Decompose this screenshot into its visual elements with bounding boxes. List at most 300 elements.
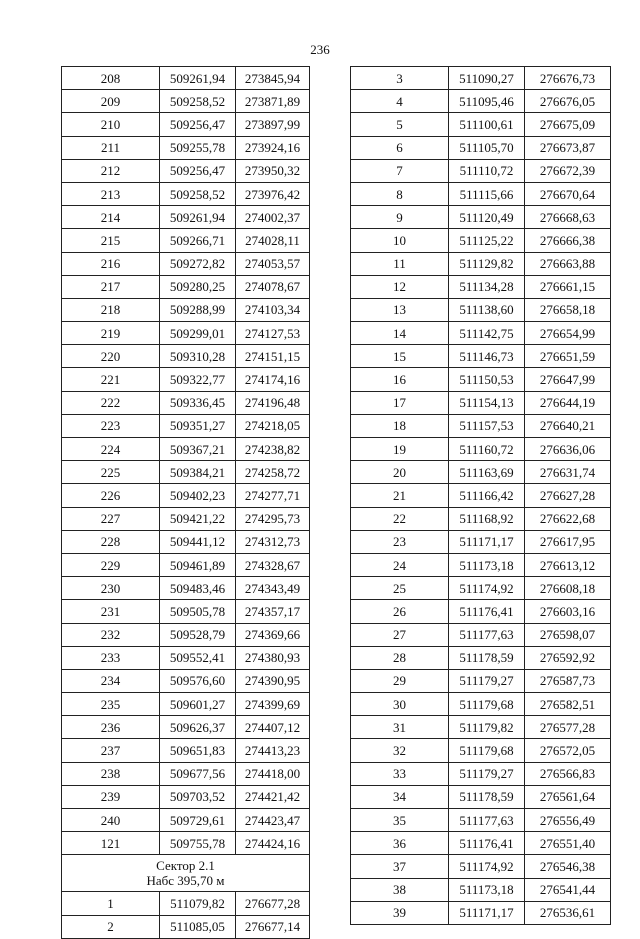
coordinate-x: 511125,22 [449, 229, 525, 252]
coordinate-y: 274380,93 [236, 646, 310, 669]
table-row [351, 159, 611, 182]
coordinate-x: 509351,27 [160, 414, 236, 437]
table-row [62, 623, 310, 646]
table-row [62, 739, 310, 762]
point-number: 231 [62, 600, 160, 623]
coordinate-y: 276647,99 [525, 368, 611, 391]
point-number: 21 [351, 484, 449, 507]
coordinate-y: 274399,69 [236, 693, 310, 716]
coordinate-y: 274424,16 [236, 832, 310, 855]
coordinate-y: 274258,72 [236, 461, 310, 484]
coordinate-x: 509336,45 [160, 391, 236, 414]
coordinate-x: 509367,21 [160, 438, 236, 461]
coordinate-x: 509310,28 [160, 345, 236, 368]
point-number: 209 [62, 90, 160, 113]
coordinate-x: 511174,92 [449, 577, 525, 600]
table-row [62, 322, 310, 345]
coordinate-y: 276561,64 [525, 785, 611, 808]
coordinate-y: 274127,53 [236, 322, 310, 345]
table-row [62, 530, 310, 553]
table-row [351, 414, 611, 437]
coordinate-y: 276644,19 [525, 391, 611, 414]
coordinate-y: 276666,38 [525, 229, 611, 252]
point-number: 15 [351, 345, 449, 368]
table-row [62, 206, 310, 229]
coordinate-x: 509528,79 [160, 623, 236, 646]
coordinate-y: 276675,09 [525, 113, 611, 136]
coordinate-x: 509755,78 [160, 832, 236, 855]
coordinate-y: 276566,83 [525, 762, 611, 785]
point-number: 227 [62, 507, 160, 530]
coordinate-y: 276546,38 [525, 855, 611, 878]
coordinate-x: 511176,41 [449, 600, 525, 623]
coordinate-y: 274369,66 [236, 623, 310, 646]
point-number: 233 [62, 646, 160, 669]
table-row [351, 716, 611, 739]
table-row [351, 229, 611, 252]
coordinate-x: 509651,83 [160, 739, 236, 762]
coordinate-y: 276551,40 [525, 832, 611, 855]
coordinate-y: 274418,00 [236, 762, 310, 785]
point-number: 35 [351, 809, 449, 832]
coordinate-x: 509729,61 [160, 809, 236, 832]
table-row [62, 113, 310, 136]
table-row [351, 484, 611, 507]
point-number: 33 [351, 762, 449, 785]
table-row [62, 892, 310, 915]
table-row [62, 507, 310, 530]
table-row [351, 739, 611, 762]
coordinate-x: 509384,21 [160, 461, 236, 484]
coordinate-y: 276677,14 [236, 915, 310, 938]
coordinate-y: 273924,16 [236, 136, 310, 159]
point-number: 27 [351, 623, 449, 646]
coordinate-x: 511105,70 [449, 136, 525, 159]
coordinate-y: 276631,74 [525, 461, 611, 484]
coordinate-y: 276613,12 [525, 553, 611, 576]
point-number: 212 [62, 159, 160, 182]
table-row [62, 785, 310, 808]
point-number: 13 [351, 298, 449, 321]
point-number: 22 [351, 507, 449, 530]
coordinate-y: 276640,21 [525, 414, 611, 437]
coordinate-y: 276592,92 [525, 646, 611, 669]
table-row [62, 298, 310, 321]
point-number: 237 [62, 739, 160, 762]
coordinate-y: 276541,44 [525, 878, 611, 901]
coordinate-y: 276608,18 [525, 577, 611, 600]
coordinate-y: 276668,63 [525, 206, 611, 229]
table-row [351, 298, 611, 321]
coordinate-x: 511120,49 [449, 206, 525, 229]
point-number: 225 [62, 461, 160, 484]
point-number: 121 [62, 832, 160, 855]
sector-subtitle: Набс 395,70 м [146, 873, 225, 889]
table-row [62, 484, 310, 507]
point-number: 18 [351, 414, 449, 437]
coordinate-x: 509255,78 [160, 136, 236, 159]
coordinate-y: 274174,16 [236, 368, 310, 391]
point-number: 6 [351, 136, 449, 159]
coordinate-y: 276556,49 [525, 809, 611, 832]
coordinate-y: 274421,42 [236, 785, 310, 808]
coordinate-y: 274295,73 [236, 507, 310, 530]
point-number: 238 [62, 762, 160, 785]
point-number: 3 [351, 67, 449, 90]
point-number: 230 [62, 577, 160, 600]
coordinate-x: 509402,23 [160, 484, 236, 507]
coordinate-x: 511171,17 [449, 901, 525, 924]
coordinate-x: 511171,17 [449, 530, 525, 553]
point-number: 211 [62, 136, 160, 159]
point-number: 26 [351, 600, 449, 623]
coordinate-y: 276598,07 [525, 623, 611, 646]
coordinates-table-left [61, 66, 310, 939]
coordinate-y: 273976,42 [236, 182, 310, 205]
table-row [351, 391, 611, 414]
table-row [62, 646, 310, 669]
coordinate-x: 511100,61 [449, 113, 525, 136]
coordinate-y: 276603,16 [525, 600, 611, 623]
coordinate-x: 509280,25 [160, 275, 236, 298]
coordinate-y: 276651,59 [525, 345, 611, 368]
point-number: 236 [62, 716, 160, 739]
coordinate-x: 511142,75 [449, 322, 525, 345]
coordinate-x: 509261,94 [160, 206, 236, 229]
table-row [62, 438, 310, 461]
coordinate-y: 276672,39 [525, 159, 611, 182]
coordinate-y: 276654,99 [525, 322, 611, 345]
coordinate-x: 511154,13 [449, 391, 525, 414]
coordinate-y: 274238,82 [236, 438, 310, 461]
sector-title: Сектор 2.1 [156, 858, 215, 874]
table-row [62, 832, 310, 855]
sector-row [62, 855, 310, 892]
coordinate-y: 276572,05 [525, 739, 611, 762]
point-number: 31 [351, 716, 449, 739]
table-row [351, 90, 611, 113]
point-number: 5 [351, 113, 449, 136]
table-row [351, 785, 611, 808]
table-row [351, 762, 611, 785]
coordinate-x: 509266,71 [160, 229, 236, 252]
coordinate-y: 274423,47 [236, 809, 310, 832]
point-number: 8 [351, 182, 449, 205]
point-number: 220 [62, 345, 160, 368]
coordinate-y: 274413,23 [236, 739, 310, 762]
coordinate-y: 276577,28 [525, 716, 611, 739]
table-row [351, 901, 611, 924]
coordinate-x: 509272,82 [160, 252, 236, 275]
coordinate-x: 511166,42 [449, 484, 525, 507]
coordinate-x: 509483,46 [160, 577, 236, 600]
left-table-rows [62, 67, 310, 855]
point-number: 11 [351, 252, 449, 275]
table-row [62, 368, 310, 391]
coordinate-x: 509258,52 [160, 182, 236, 205]
table-row [351, 623, 611, 646]
point-number: 30 [351, 693, 449, 716]
table-row [351, 809, 611, 832]
table-row [62, 414, 310, 437]
table-row [351, 832, 611, 855]
coordinate-x: 509441,12 [160, 530, 236, 553]
point-number: 219 [62, 322, 160, 345]
point-number: 222 [62, 391, 160, 414]
coordinate-x: 511090,27 [449, 67, 525, 90]
point-number: 228 [62, 530, 160, 553]
coordinate-x: 509505,78 [160, 600, 236, 623]
point-number: 7 [351, 159, 449, 182]
coordinate-x: 511179,82 [449, 716, 525, 739]
table-row [351, 600, 611, 623]
point-number: 34 [351, 785, 449, 808]
point-number: 1 [62, 892, 160, 915]
coordinate-x: 509461,89 [160, 553, 236, 576]
point-number: 218 [62, 298, 160, 321]
coordinate-y: 274407,12 [236, 716, 310, 739]
coordinate-x: 511160,72 [449, 438, 525, 461]
coordinate-y: 276587,73 [525, 669, 611, 692]
table-row [62, 229, 310, 252]
coordinate-x: 511168,92 [449, 507, 525, 530]
coordinate-x: 511138,60 [449, 298, 525, 321]
table-row [351, 113, 611, 136]
coordinate-x: 511179,68 [449, 693, 525, 716]
table-row [62, 275, 310, 298]
point-number: 36 [351, 832, 449, 855]
coordinate-x: 509261,94 [160, 67, 236, 90]
coordinate-y: 274078,67 [236, 275, 310, 298]
left-table-sector-rows [62, 892, 310, 938]
coordinate-y: 273871,89 [236, 90, 310, 113]
coordinate-x: 511095,46 [449, 90, 525, 113]
table-row [62, 553, 310, 576]
point-number: 2 [62, 915, 160, 938]
table-row [351, 67, 611, 90]
coordinate-y: 276661,15 [525, 275, 611, 298]
point-number: 20 [351, 461, 449, 484]
coordinate-y: 274312,73 [236, 530, 310, 553]
sector-cell [62, 855, 310, 892]
coordinate-x: 511179,27 [449, 762, 525, 785]
table-row [351, 669, 611, 692]
table-row [62, 669, 310, 692]
coordinate-y: 276676,73 [525, 67, 611, 90]
point-number: 223 [62, 414, 160, 437]
table-row [351, 461, 611, 484]
table-row [62, 90, 310, 113]
table-row [62, 693, 310, 716]
point-number: 226 [62, 484, 160, 507]
table-row [351, 252, 611, 275]
coordinate-x: 511110,72 [449, 159, 525, 182]
point-number: 29 [351, 669, 449, 692]
coordinate-x: 511177,63 [449, 809, 525, 832]
point-number: 4 [351, 90, 449, 113]
coordinate-x: 509421,22 [160, 507, 236, 530]
table-row [62, 67, 310, 90]
table-row [62, 252, 310, 275]
point-number: 214 [62, 206, 160, 229]
coordinate-y: 274103,34 [236, 298, 310, 321]
table-row [62, 391, 310, 414]
coordinate-y: 276627,28 [525, 484, 611, 507]
coordinate-x: 511174,92 [449, 855, 525, 878]
coordinate-x: 511173,18 [449, 878, 525, 901]
table-row [351, 368, 611, 391]
point-number: 239 [62, 785, 160, 808]
point-number: 12 [351, 275, 449, 298]
coordinate-x: 509258,52 [160, 90, 236, 113]
coordinate-y: 274053,57 [236, 252, 310, 275]
coordinate-x: 509552,41 [160, 646, 236, 669]
point-number: 221 [62, 368, 160, 391]
table-row [62, 600, 310, 623]
point-number: 217 [62, 275, 160, 298]
table-row [62, 762, 310, 785]
coordinate-x: 509322,77 [160, 368, 236, 391]
coordinate-y: 276582,51 [525, 693, 611, 716]
point-number: 38 [351, 878, 449, 901]
point-number: 224 [62, 438, 160, 461]
coordinate-y: 273950,32 [236, 159, 310, 182]
coordinate-y: 274390,95 [236, 669, 310, 692]
coordinate-x: 509576,60 [160, 669, 236, 692]
point-number: 208 [62, 67, 160, 90]
sector-header [62, 855, 310, 892]
point-number: 16 [351, 368, 449, 391]
table-row [62, 136, 310, 159]
coordinate-x: 511178,59 [449, 646, 525, 669]
table-row [351, 182, 611, 205]
point-number: 17 [351, 391, 449, 414]
table-row [351, 693, 611, 716]
table-row [62, 159, 310, 182]
coordinate-x: 511085,05 [160, 915, 236, 938]
point-number: 23 [351, 530, 449, 553]
point-number: 232 [62, 623, 160, 646]
point-number: 24 [351, 553, 449, 576]
coordinate-y: 276677,28 [236, 892, 310, 915]
point-number: 25 [351, 577, 449, 600]
coordinate-x: 509288,99 [160, 298, 236, 321]
coordinate-x: 511179,68 [449, 739, 525, 762]
coordinate-y: 276622,68 [525, 507, 611, 530]
coordinate-x: 509703,52 [160, 785, 236, 808]
coordinate-y: 276663,88 [525, 252, 611, 275]
coordinate-x: 511115,66 [449, 182, 525, 205]
coordinate-x: 511134,28 [449, 275, 525, 298]
table-row [62, 809, 310, 832]
coordinate-x: 509601,27 [160, 693, 236, 716]
coordinate-y: 274028,11 [236, 229, 310, 252]
point-number: 234 [62, 669, 160, 692]
coordinate-x: 511079,82 [160, 892, 236, 915]
coordinate-y: 276536,61 [525, 901, 611, 924]
coordinates-table-right [350, 66, 611, 925]
table-row [62, 182, 310, 205]
coordinate-x: 511150,53 [449, 368, 525, 391]
coordinate-y: 276636,06 [525, 438, 611, 461]
coordinate-x: 511179,27 [449, 669, 525, 692]
coordinate-x: 511157,53 [449, 414, 525, 437]
table-row [351, 855, 611, 878]
table-row [351, 206, 611, 229]
coordinate-x: 511173,18 [449, 553, 525, 576]
coordinate-y: 274218,05 [236, 414, 310, 437]
point-number: 14 [351, 322, 449, 345]
point-number: 215 [62, 229, 160, 252]
coordinate-x: 509256,47 [160, 113, 236, 136]
table-row [62, 915, 310, 938]
coordinate-x: 511129,82 [449, 252, 525, 275]
coordinate-y: 273845,94 [236, 67, 310, 90]
point-number: 28 [351, 646, 449, 669]
coordinate-x: 511146,73 [449, 345, 525, 368]
point-number: 235 [62, 693, 160, 716]
point-number: 229 [62, 553, 160, 576]
coordinate-y: 276670,64 [525, 182, 611, 205]
table-row [351, 878, 611, 901]
point-number: 9 [351, 206, 449, 229]
coordinate-y: 276673,87 [525, 136, 611, 159]
coordinate-x: 509626,37 [160, 716, 236, 739]
coordinate-x: 511176,41 [449, 832, 525, 855]
coordinate-x: 509677,56 [160, 762, 236, 785]
point-number: 32 [351, 739, 449, 762]
coordinate-y: 276617,95 [525, 530, 611, 553]
table-row [62, 577, 310, 600]
table-row [351, 136, 611, 159]
table-row [351, 646, 611, 669]
right-table-rows [351, 67, 611, 925]
point-number: 240 [62, 809, 160, 832]
coordinate-y: 274196,48 [236, 391, 310, 414]
point-number: 210 [62, 113, 160, 136]
page-number: 236 [310, 42, 330, 57]
point-number: 19 [351, 438, 449, 461]
table-row [351, 577, 611, 600]
coordinate-x: 511163,69 [449, 461, 525, 484]
table-row [62, 716, 310, 739]
table-row [351, 438, 611, 461]
table-row [62, 461, 310, 484]
coordinate-y: 274328,67 [236, 553, 310, 576]
coordinate-x: 509256,47 [160, 159, 236, 182]
coordinate-y: 274151,15 [236, 345, 310, 368]
coordinate-y: 274357,17 [236, 600, 310, 623]
point-number: 10 [351, 229, 449, 252]
coordinate-y: 274002,37 [236, 206, 310, 229]
table-row [351, 530, 611, 553]
point-number: 37 [351, 855, 449, 878]
point-number: 216 [62, 252, 160, 275]
coordinate-y: 276676,05 [525, 90, 611, 113]
table-row [351, 275, 611, 298]
point-number: 39 [351, 901, 449, 924]
coordinate-y: 274343,49 [236, 577, 310, 600]
table-row [351, 553, 611, 576]
coordinate-y: 273897,99 [236, 113, 310, 136]
table-row [351, 507, 611, 530]
coordinate-x: 511177,63 [449, 623, 525, 646]
point-number: 213 [62, 182, 160, 205]
coordinate-x: 509299,01 [160, 322, 236, 345]
table-row [351, 322, 611, 345]
coordinate-y: 274277,71 [236, 484, 310, 507]
coordinate-y: 276658,18 [525, 298, 611, 321]
